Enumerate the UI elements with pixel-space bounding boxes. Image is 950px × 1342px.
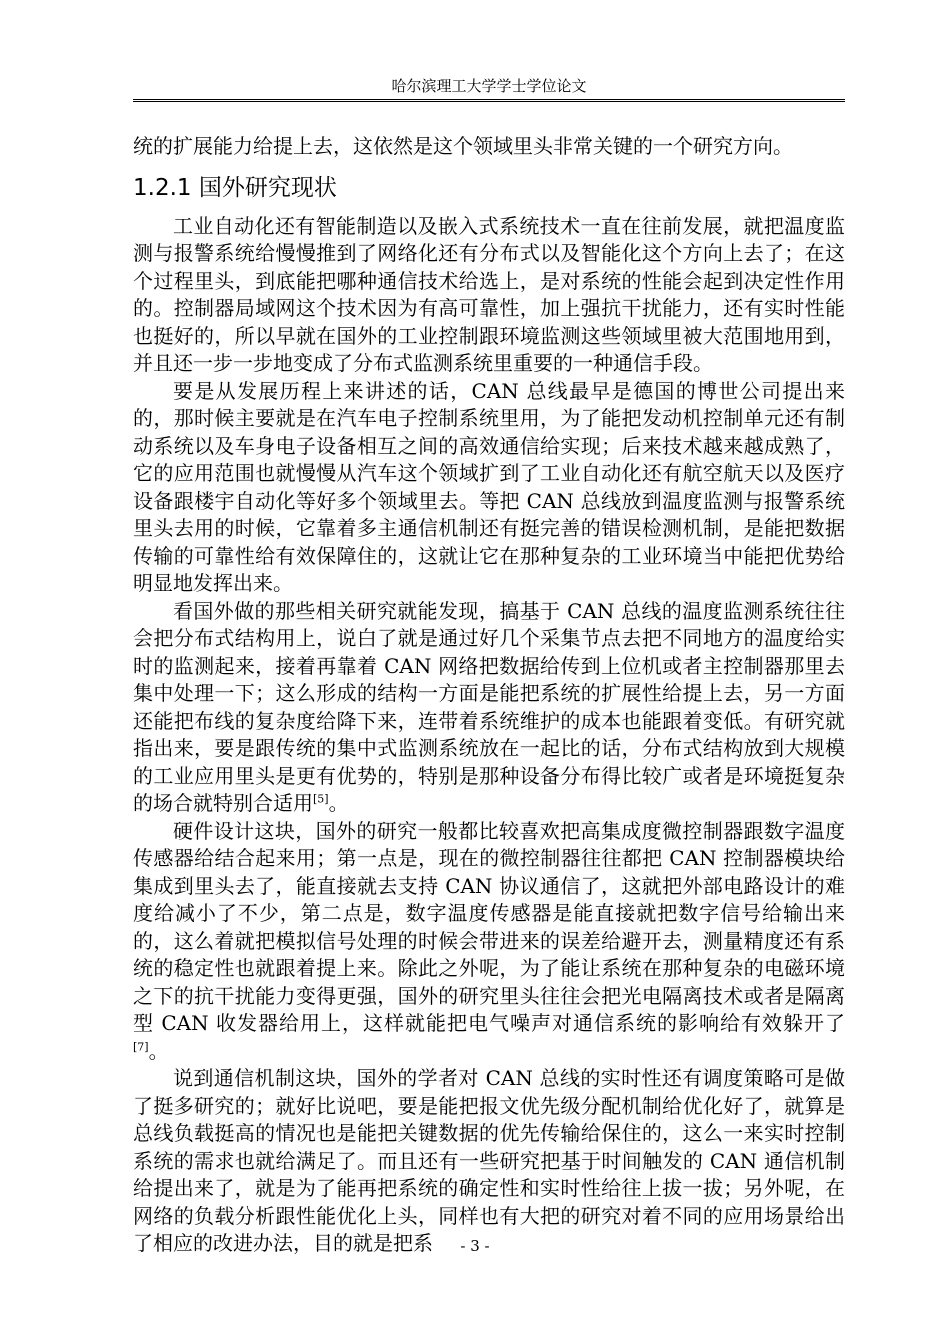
citation-5: [5] <box>313 792 329 806</box>
paragraph-4-end: 。 <box>148 1038 169 1063</box>
paragraph-4-text: 硬件设计这块，国外的研究一般都比较喜欢把高集成度微控制器跟数字温度传感器给结合起来用；第一点是，现在的微控制器往往都把 CAN 控制器模块给集成到里头去了，能直接就去支持 CAN 协议通信了，这就把外部电路设计的难度给减小了不少，第二点是，数字温度传感器是能直接就把数字信号给输出来的，这么着就把模拟信号处理的时候会带进来的误差给避开去，测量精度还有系统的稳定性也就跟着提上来。除此之外呢，为了能让系统在那种复杂的电磁环境之下的抗干扰能力变得更强，国外的研究里头往往会把光电隔离技术或者是隔离型 CAN 收发器给用上，这样就能把电气噪声对通信系统的影响给有效躲开了 <box>133 818 845 1035</box>
page-number: - 3 - <box>460 1237 490 1255</box>
page-footer <box>0 1236 950 1256</box>
section-heading: 1.2.1 国外研究现状 <box>133 174 337 201</box>
paragraph-3-text: 看国外做的那些相关研究就能发现，搞基于 CAN 总线的温度监测系统往往会把分布式结构用上，说白了就是通过好几个采集节点去把不同地方的温度给实时的监测起来，接着再靠着 CAN 网络把数据给传到上位机或者主控制器那里去集中处理一下；这么形成的结构一方面是能把系统的扩展性给提上去，另一方面还能把布线的复杂度给降下来，连带着系统维护的成本也能跟着变低。有研究就指出来，要是跟传统的集中式监测系统放在一起比的话，分布式结构放到大规模的工业应用里头是更有优势的，特别是那种设备分布得比较广或者是环境挺复杂的场合就特别合适用 <box>133 598 845 815</box>
paragraph-3-end: 。 <box>328 791 349 815</box>
paragraph-4 <box>133 818 845 1066</box>
page-header <box>133 76 845 102</box>
header-title: 哈尔滨理工大学学士学位论文 <box>391 77 587 95</box>
paragraph-5: 说到通信机制这块，国外的学者对 CAN 总线的实时性还有调度策略可是做了挺多研究的；就好比说吧，要是能把报文优先级分配机制给优化好了，就算是总线负载挺高的情况也是能把关键数据的优先传输给保住的，这么一来实时控制系统的需求也就给满足了。而且还有一些研究把基于时间触发的 CAN 通信机制给提出来了，就是为了能再把系统的确定性和实时性给往上拔一拔；另外呢，在网络的负载分析跟性能优化上头，同样也有大把的研究对着不同的应用场景给出了相应的改进办法，目的就是把系 <box>133 1066 845 1255</box>
citation-7: [7] <box>133 1039 149 1053</box>
paragraph-3 <box>133 598 845 818</box>
paragraph-1: 工业自动化还有智能制造以及嵌入式系统技术一直在往前发展，就把温度监测与报警系统给慢慢推到了网络化还有分布式以及智能化这个方向上去了；在这个过程里头，到底能把哪种通信技术给选上，是对系统的性能会起到决定性作用的。控制器局域网这个技术因为有高可靠性，加上强抗干扰能力，还有实时性能也挺好的，所以早就在国外的工业控制跟环境监测这些领域里被大范围地用到，并且还一步一步地变成了分布式监测系统里重要的一种通信手段。 <box>133 213 845 375</box>
lead-paragraph: 统的扩展能力给提上去，这依然是这个领域里头非常关键的一个研究方向。 <box>133 134 793 158</box>
paragraph-2: 要是从发展历程上来讲述的话，CAN 总线最早是德国的博世公司提出来的，那时候主要就是在汽车电子控制系统里用，为了能把发动机控制单元还有制动系统以及车身电子设备相互之间的高效通信给实现；后来技术越来越成熟了，它的应用范围也就慢慢从汽车这个领域扩到了工业自动化还有航空航天以及医疗设备跟楼宇自动化等好多个领域里去。等把 CAN 总线放到温度监测与报警系统里头去用的时候，它靠着多主通信机制还有挺完善的错误检测机制，是能把数据传输的可靠性给有效保障住的，这就让它在那种复杂的工业环境当中能把优势给明显地发挥出来。 <box>133 378 845 595</box>
document-body <box>133 133 845 1258</box>
